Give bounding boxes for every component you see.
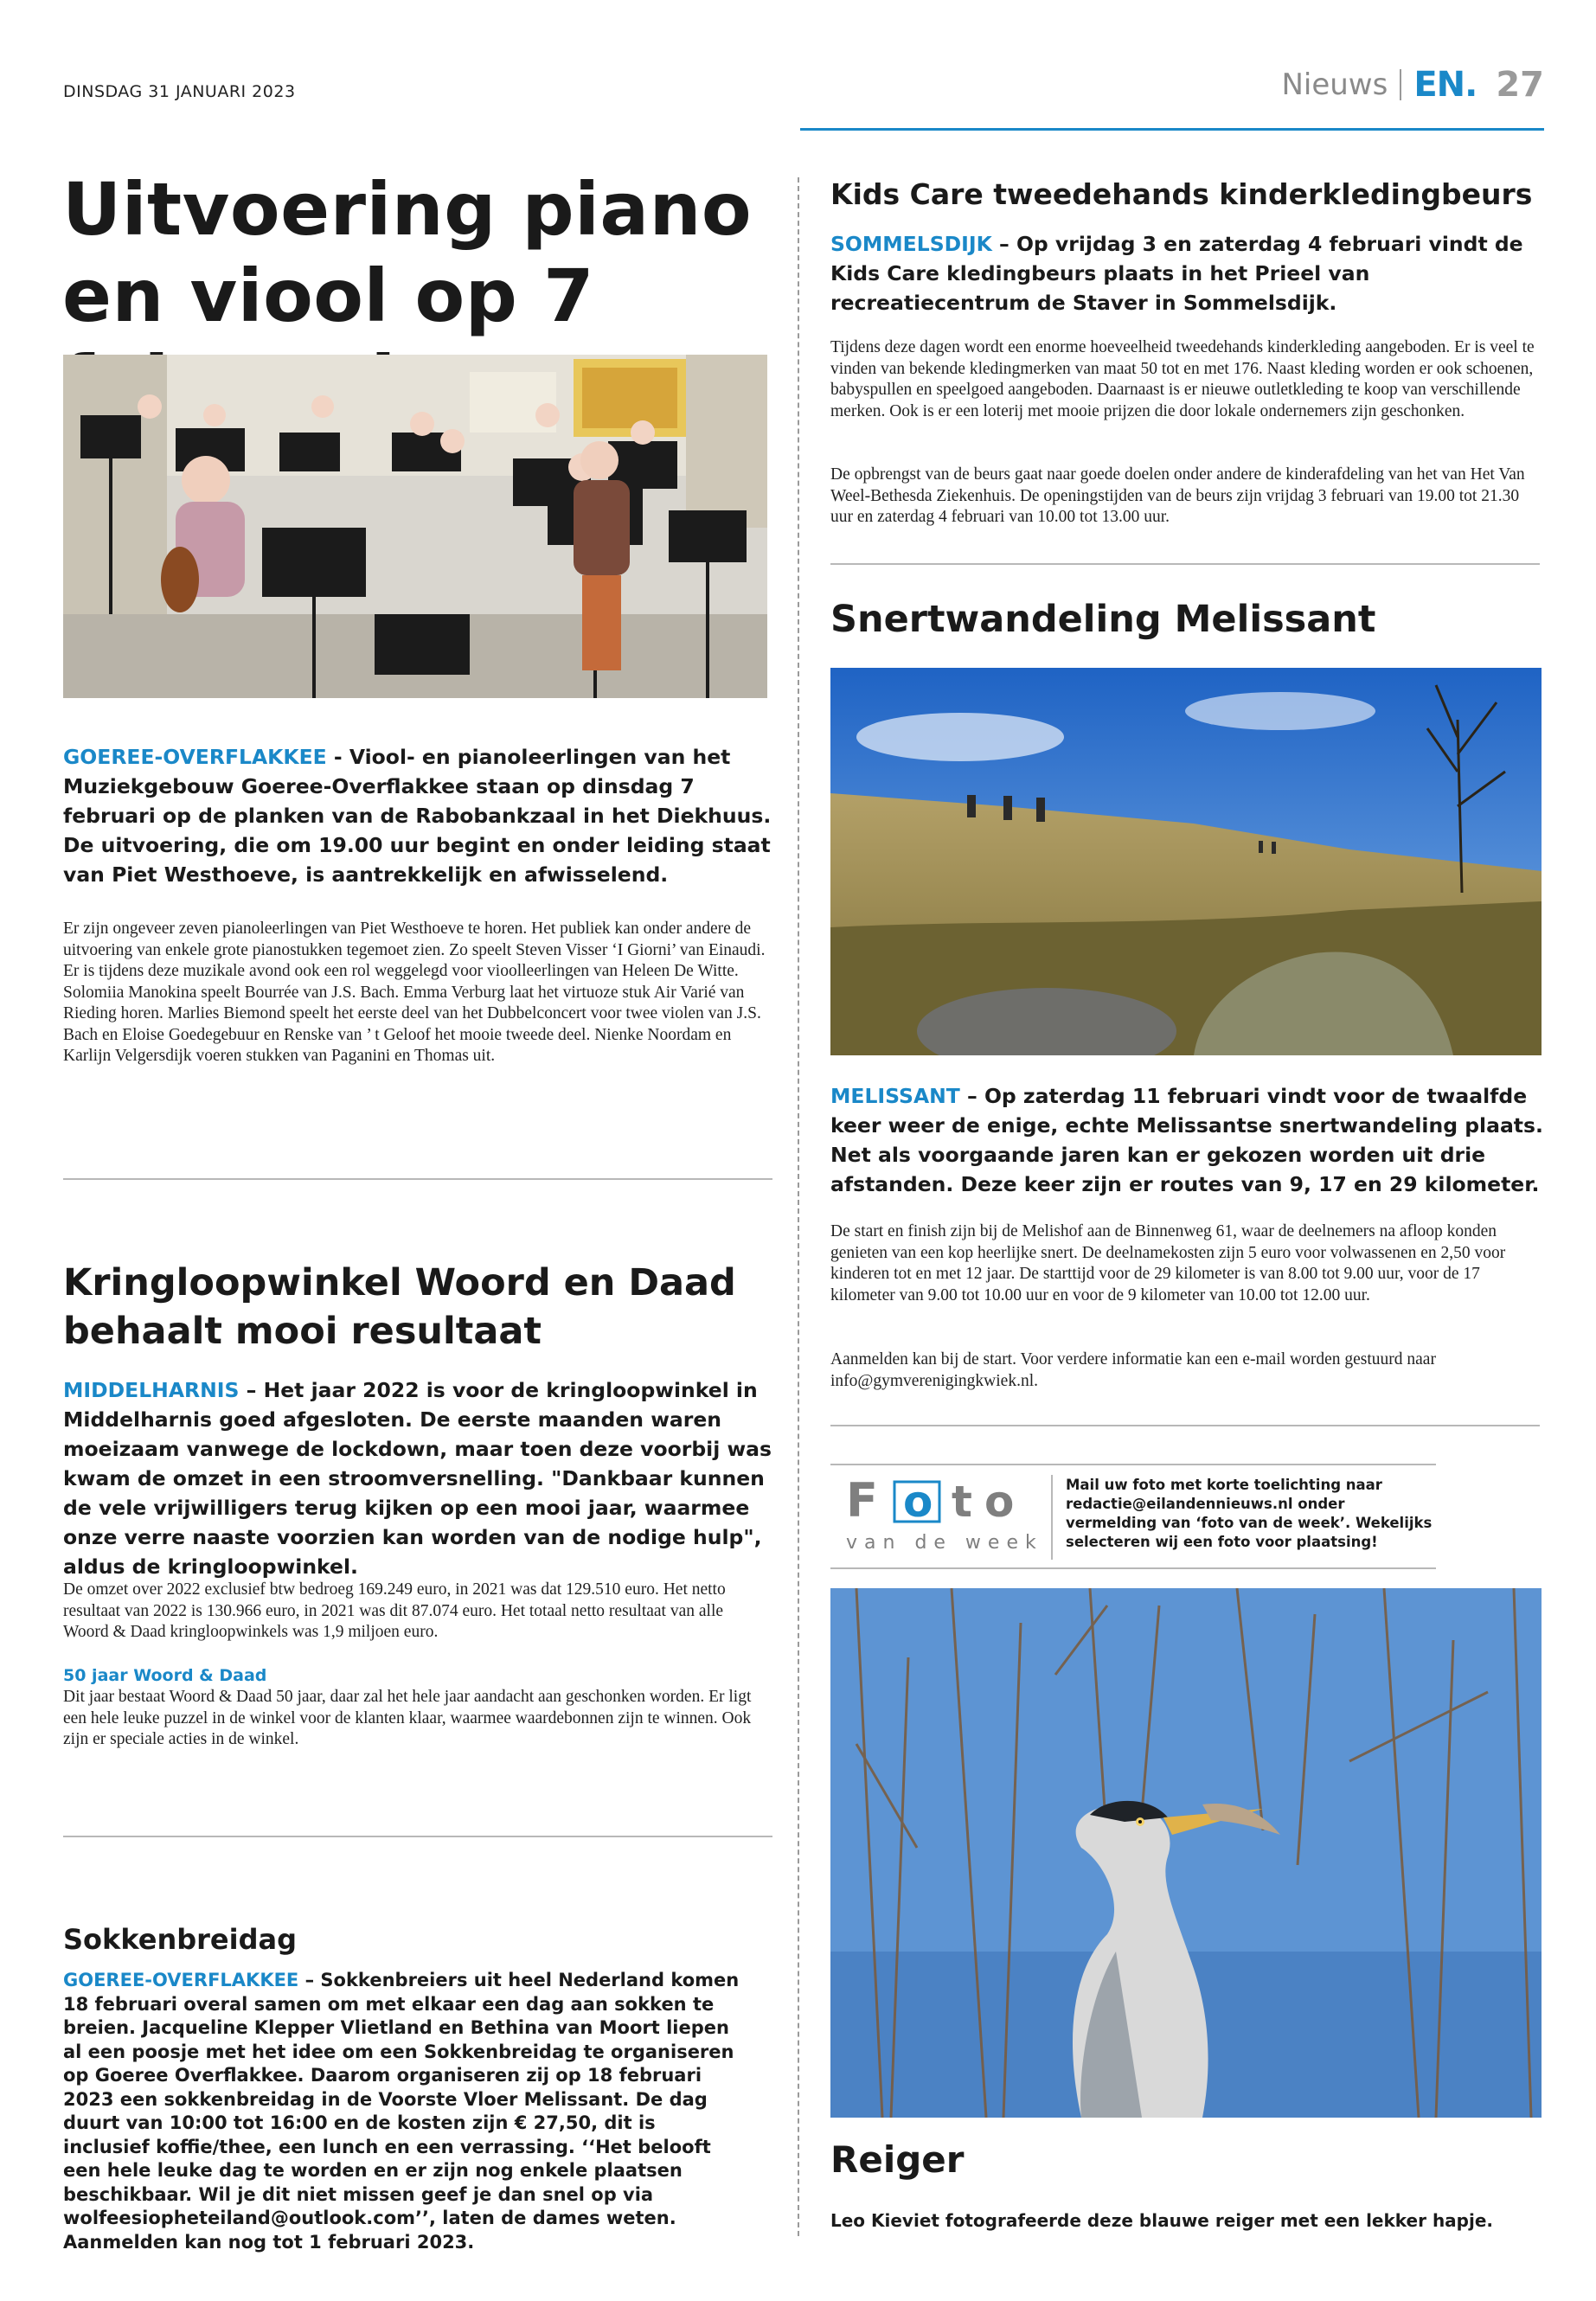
kringloop-location-tag: MIDDELHARNIS (63, 1378, 240, 1402)
sokken-lead (63, 1969, 747, 2254)
svg-text:o: o (984, 1477, 1015, 1527)
snert-location-tag: MELISSANT (830, 1084, 960, 1108)
foto-box-bottom-rule (830, 1567, 1436, 1569)
piano-location-tag: GOEREE-OVERFLAKKEE (63, 745, 327, 769)
piano-lead (63, 742, 772, 889)
kidscare-headline: Kids Care tweedehands kinderkledingbeurs (830, 177, 1533, 211)
foto-info-text: Mail uw foto met korte toelichting naar redactie@eilandennieuws.nl onder vermelding van ‘foto van de week’. Wekelijks selecteren wij een foto voor plaatsing! (1066, 1477, 1433, 1550)
newspaper-logo: EN. (1413, 65, 1477, 105)
masthead-rule (800, 128, 1544, 131)
kidscare-lead-text: – Op vrijdag 3 en zaterdag 4 februari vindt de Kids Care kledingbeurs plaats in het Prieel van recreatiecentrum de Staver in Sommelsdijk. (830, 232, 1523, 315)
sokken-headline: Sokkenbreidag (63, 1923, 297, 1956)
sokken-lead-text: – Sokkenbreiers uit heel Nederland komen 18 februari overal samen om met elkaar een dag aan sokken te breien. Jacqueline Klepper Vlietland en Bethina van Moort liepen al een poosje met het idee om een Sokkenbreidag te organiseren op Goeree Overflakkee. Daarom organiseren zij op 18 februari 2023 een sokkenbreidag in de Voorste Vloer Melissant. De dag duurt van 10:00 tot 16:00 en de kosten zijn € 27,50, dit is inclusief koffie/thee, een lunch en een verrassing. ‘‘Het belooft een hele leuke dag te worden en er zijn nog enkele plaatsen beschikbaar. Wil je dit niet missen geef je dan snel op via wolfeesiopheteiland@outlook.com’’, laten de dames weten. Aanmelden kan nog tot 1 februari 2023. (63, 1970, 740, 2253)
foto-logo-graphic (846, 1475, 1028, 1527)
kidscare-body: Tijdens deze dagen wordt een enorme hoeveelheid tweedehands kinderkleding aangeboden. Er is veel te vinden van bekende kledingmerken van maat 50 tot en met 176. Naast kleding worden er ook schoenen, babyspullen en speelgoed aangeboden. Daarnaast is er nieuwe outletkleding te koop van verschillende merken. Ook is er een loterij met mooie prijzen die door lokale ondernemers zijn geschonken. (830, 338, 1535, 420)
svg-text:F: F (846, 1475, 878, 1527)
snert-body-2: Aanmelden kan bij de start. Voor verdere informatie kan een e-mail worden gestuurd naar info@gymverenigingkwiek.nl. (830, 1350, 1436, 1390)
snert-lead-text: – Op zaterdag 11 februari vindt voor de twaalfde keer weer de enige, echte Melissantse snertwandeling plaats. Net als voorgaande jaren kan er gekozen worden uit drie afstanden. Deze keer zijn er routes van 9, 17 en 29 kilometer. (830, 1084, 1543, 1196)
issue-date: DINSDAG 31 JANUARI 2023 (63, 82, 296, 101)
section-rule (830, 1425, 1540, 1426)
kringloop-subheading: 50 jaar Woord & Daad (63, 1666, 267, 1685)
sokken-location-tag: GOEREE-OVERFLAKKEE (63, 1970, 299, 1990)
kringloop-lead (63, 1375, 772, 1581)
piano-lead-text: - Viool- en pianoleerlingen van het Muziekgebouw Goeree-Overflakkee staan op dinsdag 7 februari op de planken van de Rabobankzaal in het Diekhuus. De uitvoering, die om 19.00 uur begint en onder leiding staat van Piet Westhoeve, is aantrekkelijk en afwisselend. (63, 745, 772, 887)
column-divider (798, 177, 799, 2236)
reiger-caption: Leo Kieviet fotografeerde deze blauwe reiger met een lekker hapje. (830, 2210, 1494, 2231)
kringloop-lead-text: – Het jaar 2022 is voor de kringloopwinkel in Middelharnis goed afgesloten. De eerste maanden waren moeizaam vanwege de lockdown, maar toen deze voorbij was kwam de omzet in een stroomversnelling. "Dankbaar kunnen de vele vrijwilligers terug kijken op een mooi jaar, waarmee onze verre naaste voorzien kan worden van de nodige hulp", aldus de kringloopwinkel. (63, 1378, 772, 1579)
masthead-separator (1400, 69, 1401, 100)
reiger-caption-title: Reiger (830, 2138, 965, 2181)
page-number: 27 (1496, 65, 1544, 105)
foto-box-top-rule (830, 1464, 1436, 1465)
kidscare-lead (830, 229, 1544, 317)
svg-text:t: t (952, 1477, 972, 1527)
svg-text:o: o (903, 1477, 933, 1527)
snert-photo (830, 668, 1542, 1055)
kidscare-body-2: De opbrengst van de beurs gaat naar goede doelen onder andere de kinderafdeling van het van Het Van Weel-Bethesda Ziekenhuis. De openingstijden van de beurs zijn vrijdag 3 februari van 19.00 tot 21.30 uur en zaterdag 4 februari van 10.00 tot 13.00 uur. (830, 465, 1525, 526)
kidscare-location-tag: SOMMELSDIJK (830, 232, 992, 256)
kringloop-body-2: Dit jaar bestaat Woord & Daad 50 jaar, daar zal het hele jaar aandacht aan geschonken worden. Er ligt een hele leuke puzzel in de winkel voor de klanten klaar, waarmee waardebonnen zijn te winnen. Ook zijn er speciale acties in de winkel. (63, 1688, 752, 1748)
foto-van-de-week-logo (846, 1475, 1043, 1554)
section-rule (830, 563, 1540, 565)
section-label: Nieuws (1281, 67, 1388, 102)
piano-body: Er zijn ongeveer zeven pianoleerlingen van Piet Westhoeve te horen. Het publiek kan onder andere de uitvoering van enkele grote pianostukken tegemoet zien. Zo speelt Steven Visser ‘I Giorni’ van Einaudi. Er is tijdens deze muzikale avond ook een rol weggelegd voor vioolleerlingen van Heleen De Witte. Solomiia Manokina speelt Bourrée van J.S. Bach. Emma Verburg laat het virtuoze stuk Air Varié van Rieding horen. Marlies Biemond speelt het eerste deel van het Dubbelconcert voor twee violen van J.S. Bach en Eloise Goedegebuur en Renske van ’ t Geloof het mooie tweede deel. Nienke Noordam en Karlijn Velgersdijk voeren stukken van Paganini en Thomas uit. (63, 920, 766, 1065)
foto-box-divider (1051, 1475, 1053, 1560)
section-rule (63, 1178, 772, 1180)
masthead (1281, 65, 1544, 105)
snert-lead (830, 1081, 1544, 1199)
snert-body: De start en finish zijn bij de Melishof aan de Binnenweg 61, waar de deelnemers na afloop konden genieten van een kop heerlijke snert. De deelnamekosten zijn 5 euro voor volwassenen en 2,50 voor kinderen tot en met 12 jaar. De starttijd voor de 29 kilometer is van 8.00 tot 9.00 uur, voor de 17 kilometer van 9.00 tot 10.00 uur en voor de 9 kilometer van 10.00 tot 12.00 uur. (830, 1222, 1506, 1304)
foto-logo-subtitle: van de week (846, 1532, 1043, 1554)
piano-headline: Uitvoering piano en viool op 7 (62, 167, 753, 338)
kringloop-body: De omzet over 2022 exclusief btw bedroeg 169.249 euro, in 2021 was dat 129.510 euro. Het netto resultaat van 2022 is 130.966 euro, in 2021 was dit 87.074 euro. Het totaal netto resultaat van alle Woord & Daad kringloopwinkels was 1,9 miljoen euro. (63, 1580, 726, 1641)
snert-headline: Snertwandeling Melissant (830, 598, 1376, 641)
heron-photo (830, 1588, 1542, 2118)
kringloop-headline: Kringloopwinkel Woord en Daad behaalt mooi resultaat (63, 1261, 736, 1353)
section-rule (63, 1836, 772, 1837)
piano-photo (63, 355, 767, 698)
